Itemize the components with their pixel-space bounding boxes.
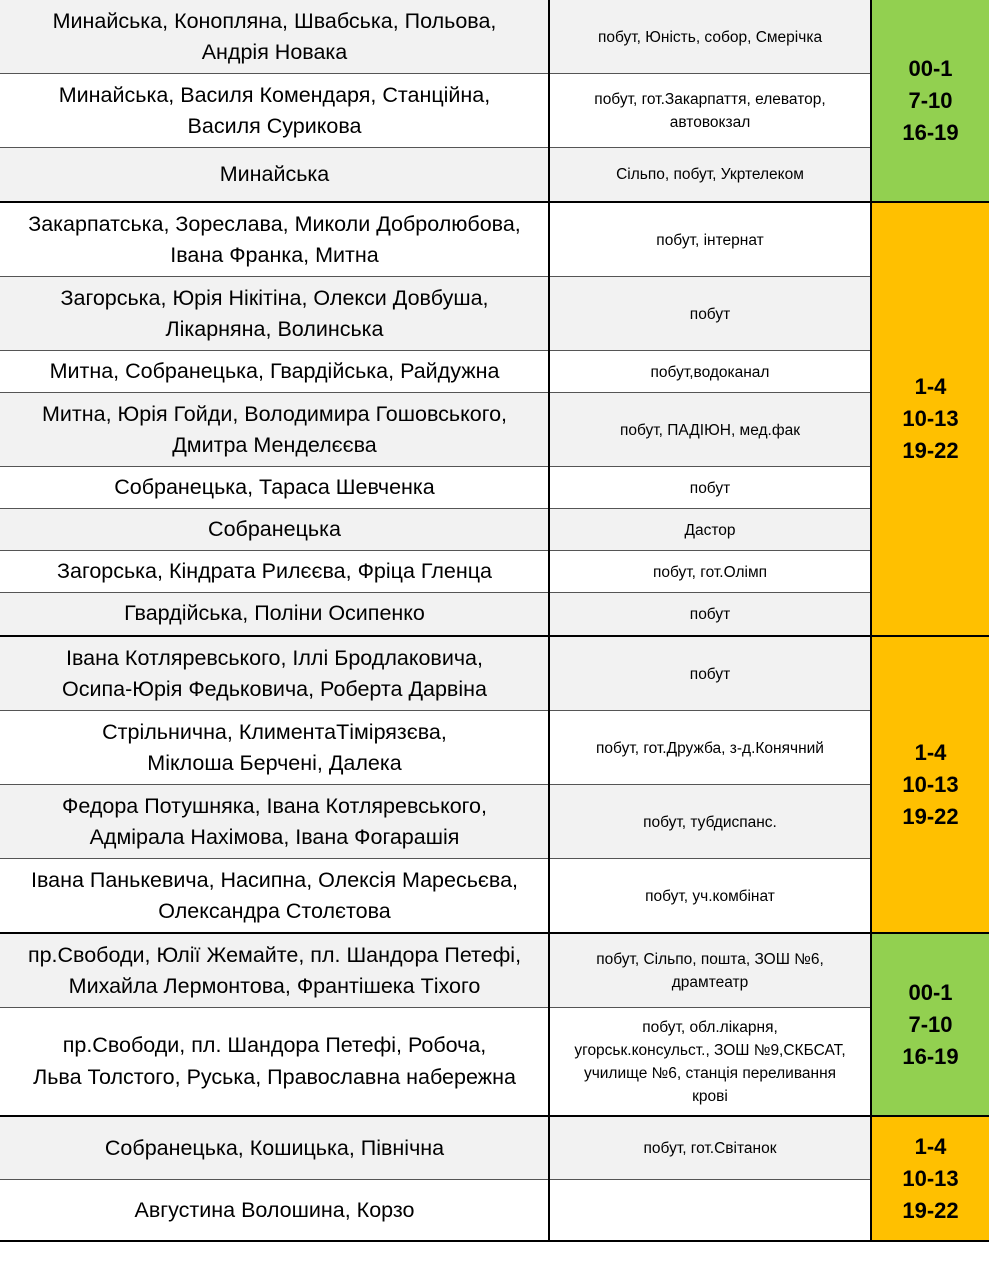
- object-line: автовокзал: [669, 114, 751, 131]
- street-list-cell: [0, 711, 549, 785]
- street-line: Івана Панькевича, Насипна, Олексія Маресьєва,: [30, 867, 519, 892]
- street-line: Олександра Столєтова: [158, 899, 391, 923]
- street-line: Загорська, Юрія Нікітіна, Олекси Довбуша,: [60, 285, 489, 310]
- object-line: побут: [689, 479, 731, 497]
- street-line: Гвардійська, Поліни Осипенко: [124, 601, 425, 626]
- column-divider: [548, 637, 550, 932]
- street-line: Стрільнична, КлиментаТімірязєва,: [102, 719, 447, 744]
- street-list-cell: [0, 934, 549, 1008]
- table-row: [0, 593, 870, 635]
- street-list-cell: [0, 277, 549, 351]
- outage-hours-range: 7-10: [908, 1011, 953, 1037]
- object-line: побут, гот.Дружба, з-д.Конячний: [596, 739, 824, 757]
- outage-hours-range: 16-19: [902, 1043, 959, 1069]
- street-list-cell: [0, 509, 549, 551]
- street-line: пр.Свободи, пл. Шандора Петефі, Робоча,: [62, 1033, 487, 1057]
- objects-cell: [550, 1180, 870, 1242]
- object-line: побут,водоканал: [650, 363, 770, 381]
- objects-cell: [550, 593, 870, 635]
- outage-hours-block: [870, 934, 989, 1115]
- objects-cell: [550, 711, 870, 785]
- street-list-cell: [0, 1008, 549, 1115]
- street-line: пр.Свободи, Юлії Жемайте, пл. Шандора Петефі,: [27, 942, 522, 967]
- table-row: [0, 74, 870, 148]
- outage-hours-block: [870, 637, 989, 932]
- object-line: побут, тубдиспанс.: [643, 813, 777, 831]
- outage-hours-range: 19-22: [902, 803, 959, 829]
- table-row: [0, 509, 870, 551]
- street-list-cell: [0, 785, 549, 859]
- street-line: Минайська, Василя Комендаря, Станційна,: [58, 82, 491, 107]
- street-list-cell: [0, 74, 549, 148]
- street-list-cell: [0, 148, 549, 201]
- outage-hours-range: 00-1: [908, 55, 953, 81]
- street-list-cell: [0, 637, 549, 711]
- object-line: побут, гот.Світанок: [643, 1140, 777, 1157]
- street-line: Михайла Лермонтова, Франтішека Тіхого: [68, 974, 481, 998]
- objects-cell: [550, 859, 870, 933]
- objects-cell: [550, 467, 870, 509]
- object-line: Сільпо, побут, Укртелеком: [616, 166, 804, 183]
- objects-cell: [550, 551, 870, 593]
- column-divider: [548, 1117, 550, 1240]
- objects-cell: [550, 1008, 870, 1115]
- street-line: Лікарняна, Волинська: [165, 317, 384, 341]
- outage-hours-block: [870, 1117, 989, 1240]
- outage-hours-range: 7-10: [908, 87, 953, 113]
- street-line: Собранецька, Тараса Шевченка: [114, 475, 435, 500]
- objects-cell: [550, 148, 870, 201]
- outage-hours-block: [870, 0, 989, 201]
- object-line: побут, гот.Олімп: [653, 563, 767, 581]
- street-list-cell: [0, 859, 549, 933]
- street-list-cell: [0, 351, 549, 393]
- outage-hours-range: 00-1: [908, 979, 953, 1005]
- table-row: [0, 1117, 870, 1180]
- object-line: побут, обл.лікарня,: [642, 1018, 778, 1036]
- outage-hours-range: 19-22: [902, 1197, 959, 1223]
- objects-cell: [550, 351, 870, 393]
- object-line: крові: [692, 1087, 728, 1105]
- street-list-cell: [0, 593, 549, 635]
- table-row: [0, 711, 870, 785]
- object-line: драмтеатр: [671, 974, 749, 991]
- group-separator: [0, 1240, 989, 1242]
- object-line: побут, уч.комбінат: [645, 887, 775, 905]
- street-list-cell: [0, 467, 549, 509]
- table-row: [0, 637, 870, 711]
- table-row: [0, 551, 870, 593]
- outage-hours-range: 19-22: [902, 438, 959, 463]
- outage-hours-range: 1-4: [914, 739, 947, 765]
- table-row: [0, 351, 870, 393]
- street-list-cell: [0, 203, 549, 277]
- objects-cell: [550, 785, 870, 859]
- objects-cell: [550, 934, 870, 1008]
- outage-hours-range: 1-4: [914, 374, 947, 399]
- street-line: Митна, Собранецька, Гвардійська, Райдужна: [49, 359, 500, 384]
- street-list-cell: [0, 393, 549, 467]
- object-line: побут, Юність, собор, Смерічка: [597, 28, 823, 46]
- outage-hours-block: [870, 203, 989, 635]
- objects-cell: [550, 509, 870, 551]
- column-divider: [548, 0, 550, 201]
- objects-cell: [550, 393, 870, 467]
- table-row: [0, 1180, 870, 1242]
- street-line: Андрія Новака: [201, 40, 348, 64]
- table-row: [0, 203, 870, 277]
- object-line: училище №6, станція переливання: [583, 1064, 837, 1082]
- table-row: [0, 1008, 870, 1115]
- object-line: побут, Сільпо, пошта, ЗОШ №6,: [596, 951, 824, 968]
- outage-hours-range: 1-4: [914, 1133, 947, 1159]
- object-line: побут, ПАДІЮН, мед.фак: [620, 421, 800, 439]
- object-line: угорськ.консульст., ЗОШ №9,СКБСАТ,: [574, 1041, 846, 1059]
- table-row: [0, 859, 870, 933]
- street-line: Василя Сурикова: [187, 114, 362, 138]
- object-line: побут, інтернат: [656, 231, 764, 249]
- table-row: [0, 0, 870, 74]
- objects-cell: [550, 277, 870, 351]
- column-divider: [548, 203, 550, 635]
- street-list-cell: [0, 1117, 549, 1180]
- outage-hours-range: 10-13: [902, 771, 959, 797]
- street-line: Августина Волошина, Корзо: [134, 1198, 415, 1223]
- objects-cell: [550, 203, 870, 277]
- table-row: [0, 934, 870, 1008]
- street-line: Собранецька, Кошицька, Північна: [104, 1135, 445, 1160]
- street-line: Льва Толстого, Руська, Православна набережна: [33, 1064, 516, 1089]
- outage-hours-range: 16-19: [902, 119, 959, 145]
- street-line: Івана Франка, Митна: [170, 243, 379, 267]
- table-row: [0, 148, 870, 201]
- street-line: Закарпатська, Зореслава, Миколи Добролюбова,: [28, 211, 521, 236]
- street-line: Івана Котляревського, Іллі Бродлаковича,: [66, 645, 483, 670]
- objects-cell: [550, 74, 870, 148]
- street-line: Минайська, Коноплянa, Швабська, Польова,: [52, 8, 497, 33]
- object-line: побут: [689, 305, 731, 323]
- object-line: побут: [689, 665, 731, 683]
- table-row: [0, 467, 870, 509]
- object-line: побут, гот.Закарпаття, елеватор,: [594, 91, 826, 108]
- street-line: Федора Потушняка, Івана Котляревського,: [62, 793, 487, 818]
- table-row: [0, 393, 870, 467]
- street-line: Митна, Юрія Гойди, Володимира Гошовського,: [41, 401, 508, 426]
- street-line: Адмірала Нахімова, Івана Фогарашія: [89, 825, 460, 849]
- street-line: Осипа-Юрія Федьковича, Роберта Дарвіна: [62, 677, 487, 701]
- object-line: побут: [689, 605, 731, 623]
- table-row: [0, 277, 870, 351]
- objects-cell: [550, 1117, 870, 1180]
- objects-cell: [550, 637, 870, 711]
- street-line: Минайська: [219, 161, 330, 186]
- outage-hours-range: 10-13: [902, 406, 959, 431]
- street-list-cell: [0, 551, 549, 593]
- table-row: [0, 785, 870, 859]
- street-line: Собранецька: [208, 517, 341, 542]
- column-divider: [548, 934, 550, 1115]
- street-line: Міклоша Берчені, Далека: [147, 751, 402, 775]
- street-line: Дмитра Менделєєва: [172, 433, 377, 457]
- street-line: Загорська, Кіндрата Рилєєва, Фріца Гленца: [57, 559, 492, 584]
- street-list-cell: [0, 1180, 549, 1242]
- outage-hours-range: 10-13: [902, 1165, 959, 1191]
- object-line: Дастор: [684, 521, 736, 539]
- objects-cell: [550, 0, 870, 74]
- street-list-cell: [0, 0, 549, 74]
